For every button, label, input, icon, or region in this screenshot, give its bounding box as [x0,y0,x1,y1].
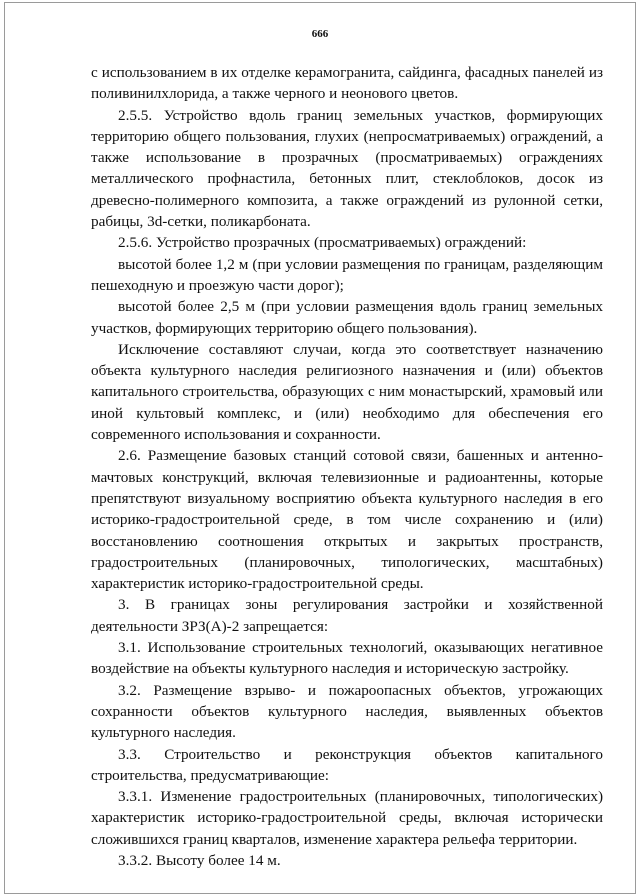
paragraph: с использованием в их отделке керамогранита, сайдинга, фасадных панелей из поливинилхлорида, а также черного и неонового цветов. [91,64,603,103]
paragraph: 3.2. Размещение взрыво- и пожароопасных объектов, угрожающих сохранности объектов культурного наследия, выявленных объектов культурного наследия. [91,681,603,742]
paragraph: 3. В границах зоны регулирования застройки и хозяйственной деятельности ЗРЗ(А)-2 запрещается: [91,596,603,635]
paragraph: Исключение составляют случаи, когда это соответствует назначению объекта культурного наследия религиозного назначения и (или) объектов капитального строительства, образующих с ним монастырский, храмовый или иной культовый комплекс, и (или) необходимо для обеспечения его современного использования и сохранности. [91,340,603,444]
paragraph: 2.5.5. Устройство вдоль границ земельных участков, формирующих территорию общего пользования, глухих (непросматриваемых) ограждений, а также использование в прозрачных (просматриваемых) ограждениях металлического профнастила, бетонных плит, стеклоблоков, досок из древесно-полимерного композита, а также ограждений из рулонной сетки, рабицы, 3d-сетки, поликарбоната. [91,106,603,231]
document-body [91,62,603,871]
paragraph: 3.3.1. Изменение градостроительных (планировочных, типологических) характеристик историко-градостроительной среды, включая исторически сложившихся границ кварталов, изменение характера рельефа территории. [91,788,603,848]
paragraph: 2.6. Размещение базовых станций сотовой связи, башенных и антенно-мачтовых конструкций, включая телевизионные и радиоантенны, которые препятствуют визуальному восприятию объекта культурного наследия в его историко-градостроительной среде, в том числе сохранению и (или) восстановлению соотношения открытых и закрытых пространств, градостроительных (планировочных, типологических, масштабных) характеристик историко-градостроительной среды. [91,447,603,593]
page-number: 666 [311,28,329,40]
paragraph: 2.5.6. Устройство прозрачных (просматриваемых) ограждений: [118,234,527,252]
paragraph: 3.3. Строительство и реконструкция объектов капитального строительства, предусматривающие: [91,745,603,784]
paragraph: высотой более 1,2 м (при условии размещения по границам, разделяющим пешеходную и проезжую части дорог); [91,255,603,294]
paragraph: 3.1. Использование строительных технологий, оказывающих негативное воздействие на объекты культурного наследия и историческую застройку. [91,639,603,678]
paragraph: высотой более 2,5 м (при условии размещения вдоль границ земельных участков, формирующих территорию общего пользования). [91,298,603,337]
paragraph: 3.3.2. Высоту более 14 м. [118,851,281,869]
